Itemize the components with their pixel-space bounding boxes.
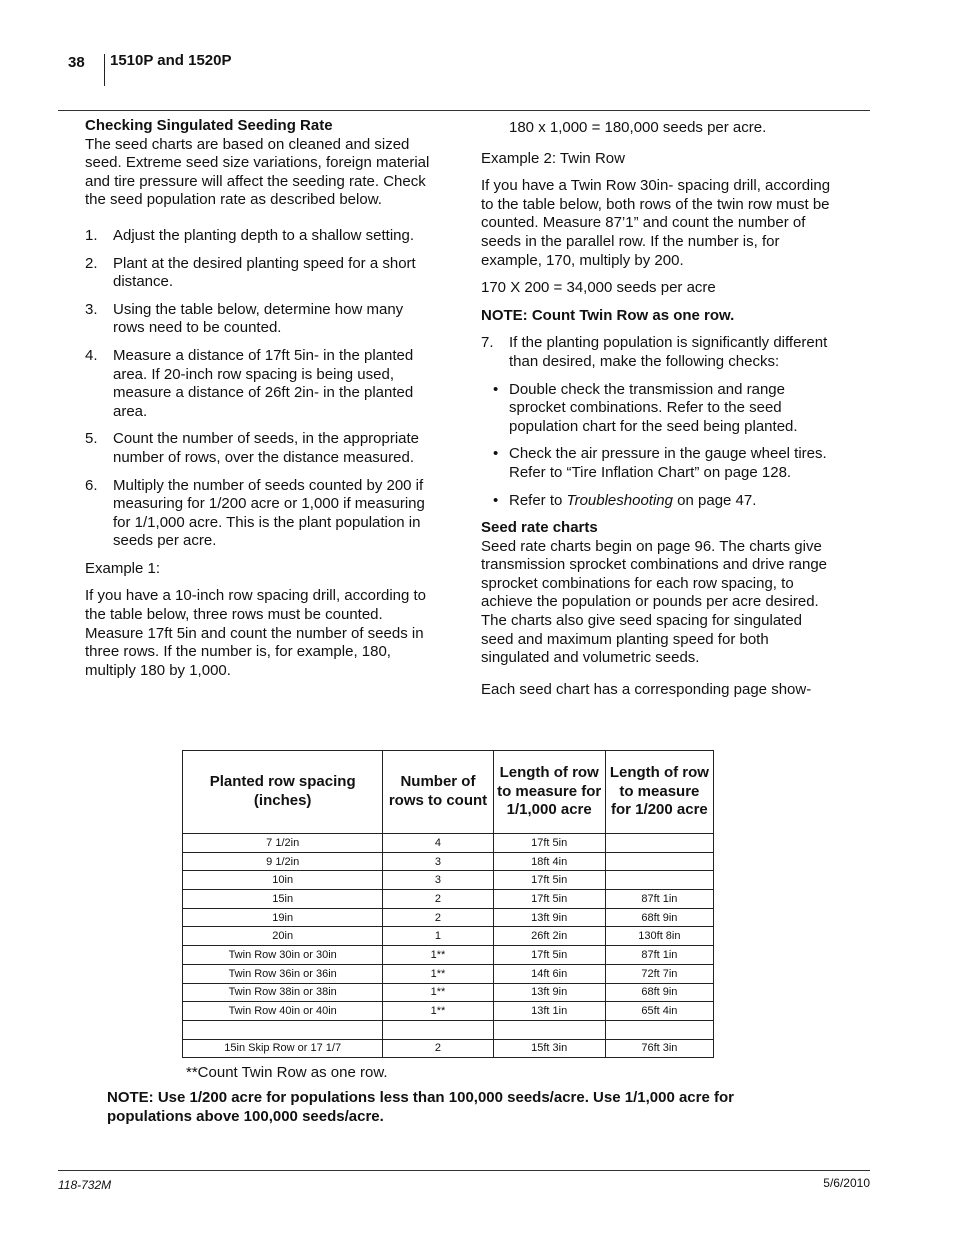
cell-rows-to-count: 4 xyxy=(383,834,493,853)
cell-length-1000: 15ft 3in xyxy=(493,1039,605,1058)
seed-rate-heading: Seed rate charts xyxy=(481,519,598,537)
cell-length-200: 87ft 1in xyxy=(605,890,713,909)
step-3 xyxy=(85,301,430,338)
cell-length-200: 65ft 4in xyxy=(605,1002,713,1021)
table-row xyxy=(183,1039,714,1058)
table-row xyxy=(183,983,714,1002)
cell-length-1000: 26ft 2in xyxy=(493,927,605,946)
cell-row-spacing: 15in xyxy=(183,890,383,909)
left-column xyxy=(85,117,430,680)
step-number: 5. xyxy=(85,430,98,448)
section-heading: Checking Singulated Seeding Rate xyxy=(85,117,333,134)
intro-paragraph: The seed charts are based on cleaned and sized seed. Extreme seed size variations, foreign material and tire pressure will affect the seeding rate. Check the seed population rate as described below. xyxy=(85,135,430,209)
bullet-text: Double check the transmission and range sprocket combinations. Refer to the seed population chart for the seed being planted. xyxy=(509,380,798,435)
cell-row-spacing: Twin Row 36in or 36in xyxy=(183,964,383,983)
example1-label: Example 1: xyxy=(85,559,161,577)
step-number: 4. xyxy=(85,346,98,364)
header-divider xyxy=(104,54,105,86)
cell-rows-to-count: 3 xyxy=(383,852,493,871)
cell-rows-to-count: 2 xyxy=(383,1039,493,1058)
step-text: If the planting population is significantly different than desired, make the following checks: xyxy=(509,334,828,370)
page-number: 38 xyxy=(68,54,85,71)
header-row-spacing: Planted row spacing (inches) xyxy=(183,751,383,834)
cell-length-1000: 17ft 5in xyxy=(493,946,605,965)
cell-row-spacing: Twin Row 38in or 38in xyxy=(183,983,383,1002)
table-row xyxy=(183,871,714,890)
cell-row-spacing: Twin Row 40in or 40in xyxy=(183,1002,383,1021)
table-body xyxy=(183,834,714,1058)
bullet-text: Check the air pressure in the gauge wheel tires. Refer to “Tire Inflation Chart” on page 128. xyxy=(509,445,827,481)
table-header-row xyxy=(183,751,714,834)
header-length-1000: Length of row to measure for 1/1,000 acre xyxy=(493,751,605,834)
cell-rows-to-count: 1** xyxy=(383,964,493,983)
document-number: 118-732M xyxy=(58,1178,112,1192)
cell-length-200: 87ft 1in xyxy=(605,946,713,965)
cell-row-spacing: Twin Row 30in or 30in xyxy=(183,946,383,965)
cell-length-200: 76ft 3in xyxy=(605,1039,713,1058)
header-length-200: Length of row to measure for 1/200 acre xyxy=(605,751,713,834)
table-row xyxy=(183,834,714,853)
cell-length-200: 68ft 9in xyxy=(605,983,713,1002)
table-row xyxy=(183,927,714,946)
cell-row-spacing: 15in Skip Row or 17 1/7 xyxy=(183,1039,383,1058)
revision-date: 5/6/2010 xyxy=(823,1176,870,1190)
step-6 xyxy=(85,477,430,551)
seed-rate-text: Seed rate charts begin on page 96. The charts give transmission sprocket combinations and drive range sprocket combinations for each row spacing, to achieve the population or pounds per acre desired. The charts also give seed spacing for singulated seed and maximum planting speed for both singulated and volumetric seeds. xyxy=(481,537,828,667)
cell-row-spacing: 7 1/2in xyxy=(183,834,383,853)
header-title: 1510P and 1520P xyxy=(110,52,232,69)
check-bullet-1: • Double check the transmission and range sprocket combinations. Refer to the seed population chart for the seed being planted. xyxy=(493,380,798,435)
cell-length-1000: 13ft 9in xyxy=(493,908,605,927)
table-row xyxy=(183,964,714,983)
cell-length-1000: 17ft 5in xyxy=(493,871,605,890)
table-row xyxy=(183,890,714,909)
step-text: Adjust the planting depth to a shallow setting. xyxy=(113,226,415,244)
cell-length-200: 68ft 9in xyxy=(605,908,713,927)
cell-length-200: 130ft 8in xyxy=(605,927,713,946)
top-rule xyxy=(58,110,870,111)
cell-rows-to-count: 3 xyxy=(383,871,493,890)
cell-length-1000: 18ft 4in xyxy=(493,852,605,871)
cell-rows-to-count: 1 xyxy=(383,927,493,946)
cell-rows-to-count: 1** xyxy=(383,1002,493,1021)
table-row xyxy=(183,1002,714,1021)
step-7 xyxy=(481,334,831,371)
seed-chart-continuation: Each seed chart has a corresponding page show- xyxy=(481,680,812,698)
troubleshooting-reference: Troubleshooting xyxy=(566,491,673,509)
cell-length-1000 xyxy=(493,1020,605,1039)
header-rows-to-count: Number of rows to count xyxy=(383,751,493,834)
example2-text: If you have a Twin Row 30in- spacing drill, according to the table below, both rows of the twin row must be counted. Measure 87’1” and count the number of seeds in the parallel row. If the number is, for example, 170, multiply by 200. xyxy=(481,177,831,269)
calc1: 180 x 1,000 = 180,000 seeds per acre. xyxy=(509,119,767,136)
check-bullet-3: • Refer to Troubleshooting on page 47. xyxy=(493,491,757,509)
cell-row-spacing xyxy=(183,1020,383,1039)
acre-note: NOTE: Use 1/200 acre for populations less than 100,000 seeds/acre. Use 1/1,000 acre for populations above 100,000 seeds/acre. xyxy=(107,1089,734,1125)
step-text: Count the number of seeds, in the appropriate number of rows, over the distance measured. xyxy=(113,430,420,466)
bottom-rule xyxy=(58,1170,870,1171)
cell-rows-to-count xyxy=(383,1020,493,1039)
step-number: 3. xyxy=(85,300,98,318)
cell-length-200 xyxy=(605,834,713,853)
row-count-table xyxy=(182,750,714,1058)
example1-text: If you have a 10-inch row spacing drill, according to the table below, three rows must be counted. Measure 17ft 5in and count the number of seeds in three rows. If the number is, for example, 180, multiply 180 by 1,000. xyxy=(85,587,427,679)
bullet-text-post: on page 47. xyxy=(673,491,757,509)
right-column xyxy=(481,119,831,699)
step-text: Multiply the number of seeds counted by 200 if measuring for 1/200 acre or 1,000 if measuring for 1/1,000 acre. This is the plant population in seeds per acre. xyxy=(113,476,425,550)
table-footnote: **Count Twin Row as one row. xyxy=(186,1064,388,1081)
calc2: 170 X 200 = 34,000 seeds per acre xyxy=(481,279,716,297)
table-row xyxy=(183,946,714,965)
steps-list xyxy=(85,227,430,551)
table-row xyxy=(183,908,714,927)
cell-row-spacing: 19in xyxy=(183,908,383,927)
cell-length-200 xyxy=(605,1020,713,1039)
step-number: 7. xyxy=(481,334,494,352)
cell-row-spacing: 9 1/2in xyxy=(183,852,383,871)
cell-rows-to-count: 1** xyxy=(383,946,493,965)
cell-rows-to-count: 2 xyxy=(383,890,493,909)
step-number: 6. xyxy=(85,476,98,494)
cell-rows-to-count: 1** xyxy=(383,983,493,1002)
step-number: 2. xyxy=(85,254,98,272)
cell-length-200 xyxy=(605,852,713,871)
cell-rows-to-count: 2 xyxy=(383,908,493,927)
cell-length-200 xyxy=(605,871,713,890)
cell-length-1000: 13ft 1in xyxy=(493,1002,605,1021)
step-number: 1. xyxy=(85,226,98,244)
check-bullet-2: • Check the air pressure in the gauge wheel tires. Refer to “Tire Inflation Chart” on page 128. xyxy=(493,445,827,481)
step-5 xyxy=(85,430,430,467)
cell-length-1000: 17ft 5in xyxy=(493,834,605,853)
step-text: Measure a distance of 17ft 5in- in the planted area. If 20-inch row spacing is being used, measure a distance of 26ft 2in- in the planted area. xyxy=(113,346,414,420)
cell-length-1000: 17ft 5in xyxy=(493,890,605,909)
table-row xyxy=(183,1020,714,1039)
step-4 xyxy=(85,347,430,421)
step-1 xyxy=(85,227,430,246)
cell-row-spacing: 10in xyxy=(183,871,383,890)
twin-row-note: NOTE: Count Twin Row as one row. xyxy=(481,306,735,324)
cell-length-200: 72ft 7in xyxy=(605,964,713,983)
step-text: Using the table below, determine how many rows need to be counted. xyxy=(113,300,404,337)
step-2 xyxy=(85,255,430,292)
table-row xyxy=(183,852,714,871)
cell-length-1000: 13ft 9in xyxy=(493,983,605,1002)
bullet-text-pre: Refer to xyxy=(509,491,567,509)
example2-label: Example 2: Twin Row xyxy=(481,149,625,167)
cell-row-spacing: 20in xyxy=(183,927,383,946)
step-text: Plant at the desired planting speed for a short distance. xyxy=(113,254,416,291)
cell-length-1000: 14ft 6in xyxy=(493,964,605,983)
